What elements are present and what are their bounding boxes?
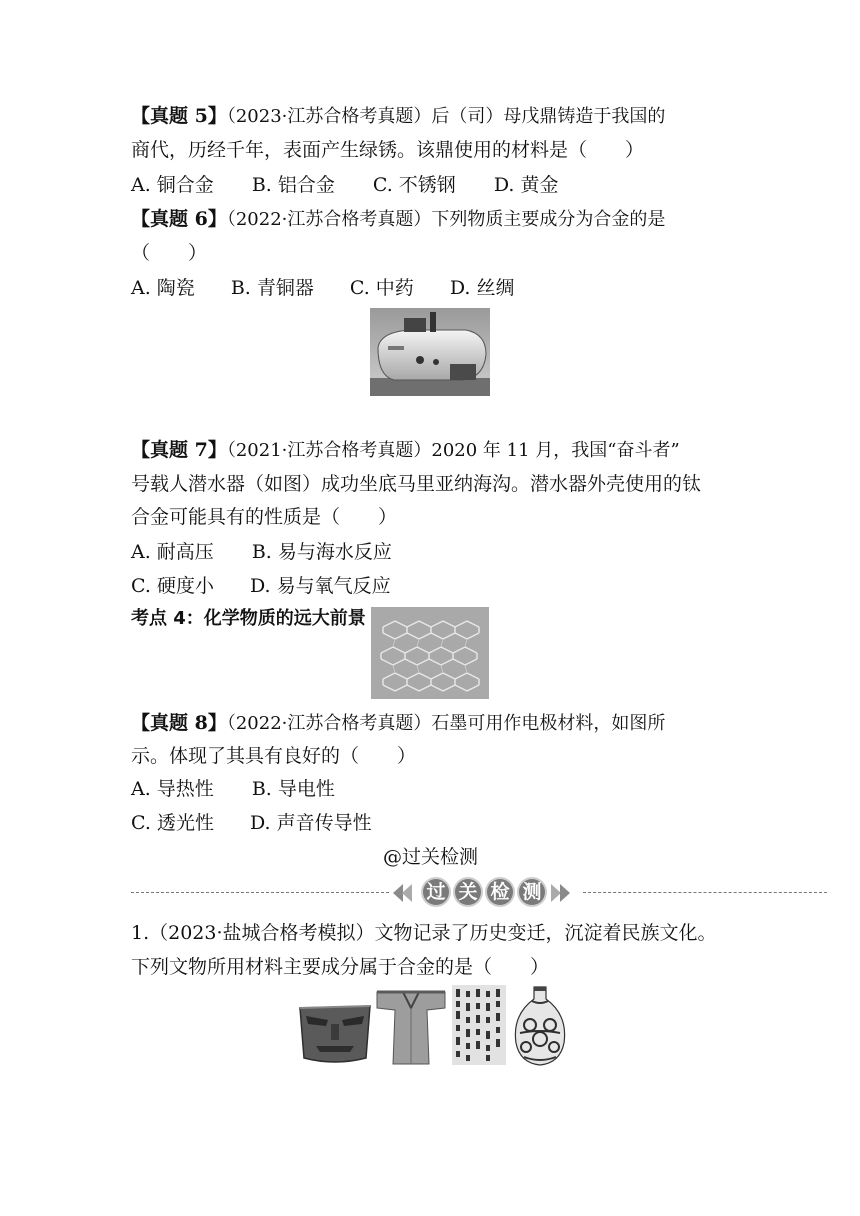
q8-options-row-2: [131, 809, 741, 837]
q5-line-1: [131, 102, 741, 131]
divider-rule-right: [583, 892, 827, 893]
q7-option-d: D. 易与氧气反应: [249, 575, 391, 597]
q5-option-c: C. 不锈钢: [372, 174, 456, 196]
q5-tag: 【真题 5】: [131, 105, 227, 127]
q7-option-a: A. 耐高压: [131, 541, 214, 563]
q7-text-3: 合金可能具有的性质是（ ）: [131, 506, 398, 528]
q6-tag: 【真题 6】: [131, 208, 227, 230]
q6-option-d: D. 丝绸: [449, 277, 515, 299]
q5-option-b: B. 铝合金: [251, 174, 335, 196]
p1-text-2: 下列文物所用材料主要成分属于合金的是（ ）: [131, 956, 550, 978]
q7-line-1: [131, 436, 741, 465]
section-heading: 考点 4：化学物质的远大前景: [131, 608, 366, 629]
q6-option-a: A. 陶瓷: [131, 277, 195, 299]
q8-text-2: 示。体现了其具有良好的（ ）: [131, 745, 417, 767]
check-banner: [393, 878, 579, 908]
check-label: @过关检测: [383, 846, 479, 868]
q8-tag: 【真题 8】: [131, 712, 227, 734]
q7-tag: 【真题 7】: [131, 439, 227, 461]
banner-char: 过: [423, 879, 449, 905]
silk-garment-image: [375, 988, 447, 1066]
banner-right-arrow-icon: [560, 884, 570, 902]
q8-option-c: C. 透光性: [131, 812, 214, 834]
divider-rule-left: [131, 892, 389, 893]
q6-option-b: B. 青铜器: [230, 277, 314, 299]
section-divider: [131, 878, 827, 908]
calligraphy-image: [452, 985, 506, 1065]
porcelain-vase-image: [510, 985, 570, 1067]
banner-char: 关: [455, 879, 481, 905]
q5-text-2: 商代，历经千年，表面产生绿锈。该鼎使用的材料是（ ）: [131, 139, 645, 161]
q6-text-2: （ ）: [131, 242, 208, 264]
q6-option-c: C. 中药: [349, 277, 414, 299]
q8-line-1: [131, 709, 741, 738]
q5-option-d: D. 黄金: [493, 174, 559, 196]
q7-text-1: （2021·江苏合格考真题）2020 年 11 月，我国“奋斗者”: [226, 440, 680, 461]
bronze-mask-image: [296, 998, 374, 1066]
q5-options: [131, 171, 741, 199]
banner-left-arrow-icon: [402, 884, 412, 902]
q7-options-row-2: [131, 572, 741, 600]
q7-option-c: C. 硬度小: [131, 575, 214, 597]
banner-char: 测: [519, 879, 545, 905]
q8-options-row-1: [131, 775, 741, 803]
q8-option-a: A. 导热性: [131, 778, 214, 800]
q7-options-row-1: [131, 538, 741, 566]
q8-option-b: B. 导电性: [251, 778, 335, 800]
q6-line-1: [131, 205, 741, 234]
q6-text-1: （2022·江苏合格考真题）下列物质主要成分为合金的是: [226, 209, 666, 230]
submersible-image: [370, 308, 490, 396]
q7-option-b: B. 易与海水反应: [251, 541, 392, 563]
q7-text-2: 号载人潜水器（如图）成功坐底马里亚纳海沟。潜水器外壳使用的钛: [131, 473, 702, 495]
q8-option-d: D. 声音传导性: [249, 812, 372, 834]
q8-text-1: （2022·江苏合格考真题）石墨可用作电极材料，如图所: [226, 713, 666, 734]
q5-text-1: （2023·江苏合格考真题）后（司）母戊鼎铸造于我国的: [226, 106, 666, 127]
p1-text-1: 1.（2023·盐城合格考模拟）文物记录了历史变迁，沉淀着民族文化。: [131, 922, 717, 944]
banner-char: 检: [487, 879, 513, 905]
q6-options: [131, 274, 741, 302]
graphite-structure-image: [371, 607, 489, 699]
q5-option-a: A. 铜合金: [131, 174, 214, 196]
